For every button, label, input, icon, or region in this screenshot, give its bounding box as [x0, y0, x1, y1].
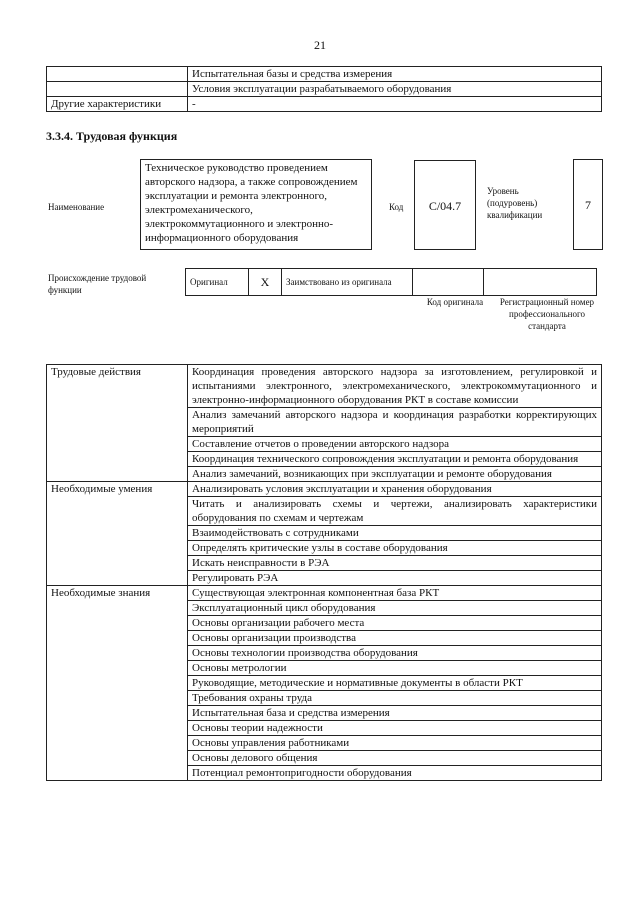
group-item: Составление отчетов о проведении авторского надзора	[188, 437, 602, 452]
table-row	[47, 482, 602, 497]
group-label: Необходимые умения	[47, 482, 188, 586]
group-item: Определять критические узлы в составе оборудования	[188, 541, 602, 556]
borrowed-label: Заимствовано из оригинала	[282, 269, 413, 296]
group-item: Анализировать условия эксплуатации и хранения оборудования	[188, 482, 602, 497]
original-mark: X	[249, 269, 282, 296]
row-label: Другие характеристики	[47, 97, 188, 112]
level-label: Уровень (подуровень) квалификации	[487, 186, 543, 220]
group-item: Основы управления работниками	[188, 736, 602, 751]
group-item: Основы организации производства	[188, 631, 602, 646]
group-item: Регулировать РЭА	[188, 571, 602, 586]
group-item: Основы теории надежности	[188, 721, 602, 736]
table-row	[47, 97, 602, 112]
group-label: Необходимые знания	[47, 586, 188, 781]
group-item: Основы делового общения	[188, 751, 602, 766]
table-row	[47, 82, 602, 97]
group-item: Координация технического сопровождения эксплуатации и ремонта оборудования	[188, 452, 602, 467]
original-code-cell	[413, 269, 484, 296]
row-value: -	[188, 97, 602, 112]
origin-table	[185, 268, 597, 296]
group-item: Эксплуатационный цикл оборудования	[188, 601, 602, 616]
qualification-level-box: 7	[573, 159, 603, 250]
group-item: Существующая электронная компонентная база РКТ	[188, 586, 602, 601]
group-item: Потенциал ремонтопригодности оборудования	[188, 766, 602, 781]
group-item: Читать и анализировать схемы и чертежи, анализировать характеристики оборудования по схемам и чертежам	[188, 497, 602, 526]
page-number: 21	[314, 38, 326, 52]
group-item: Взаимодействовать с сотрудниками	[188, 526, 602, 541]
code-label: Код	[389, 202, 404, 212]
top-continuation-table	[46, 66, 602, 112]
function-code-box: C/04.7	[414, 160, 476, 250]
table-row	[47, 67, 602, 82]
group-item: Искать неисправности в РЭА	[188, 556, 602, 571]
group-item: Руководящие, методические и нормативные документы в области РКТ	[188, 676, 602, 691]
group-item: Анализ замечаний авторского надзора и координация разработки корректирующих мероприятий	[188, 408, 602, 437]
table-row	[47, 586, 602, 601]
function-name-box: Техническое руководство проведением авторского надзора, а также сопровождением эксплуатации и ремонта электронного, электромеханического, электрокоммутационного и электронно-информационного оборудования	[140, 159, 372, 250]
original-code-caption: Код оригинала	[426, 297, 484, 307]
name-label: Наименование	[48, 202, 105, 212]
original-label: Оригинал	[186, 269, 249, 296]
row-value: Испытательная базы и средства измерения	[188, 67, 602, 82]
registration-number-cell	[484, 269, 597, 296]
table-row	[186, 269, 597, 296]
row-value: Условия эксплуатации разрабатываемого оборудования	[188, 82, 602, 97]
row-label	[47, 67, 188, 82]
origin-label: Происхождение трудовой функции	[48, 273, 147, 295]
group-item: Требования охраны труда	[188, 691, 602, 706]
group-item: Основы технологии производства оборудования	[188, 646, 602, 661]
group-label: Трудовые действия	[47, 365, 188, 482]
group-item: Координация проведения авторского надзора за изготовлением, регулировкой и испытаниями электронного, электромеханического, электрокоммутационного и электронно-информационного оборудования РКТ в составе комиссии	[188, 365, 602, 408]
labor-function-table	[46, 364, 602, 781]
group-item: Основы организации рабочего места	[188, 616, 602, 631]
group-item: Анализ замечаний, возникающих при эксплуатации и ремонте оборудования	[188, 467, 602, 482]
section-heading: 3.3.4. Трудовая функция	[46, 129, 178, 143]
group-item: Испытательная база и средства измерения	[188, 706, 602, 721]
group-item: Основы метрологии	[188, 661, 602, 676]
table-row	[47, 365, 602, 408]
registration-number-caption: Регистрационный номер профессионального стандарта	[499, 297, 595, 331]
row-label	[47, 82, 188, 97]
